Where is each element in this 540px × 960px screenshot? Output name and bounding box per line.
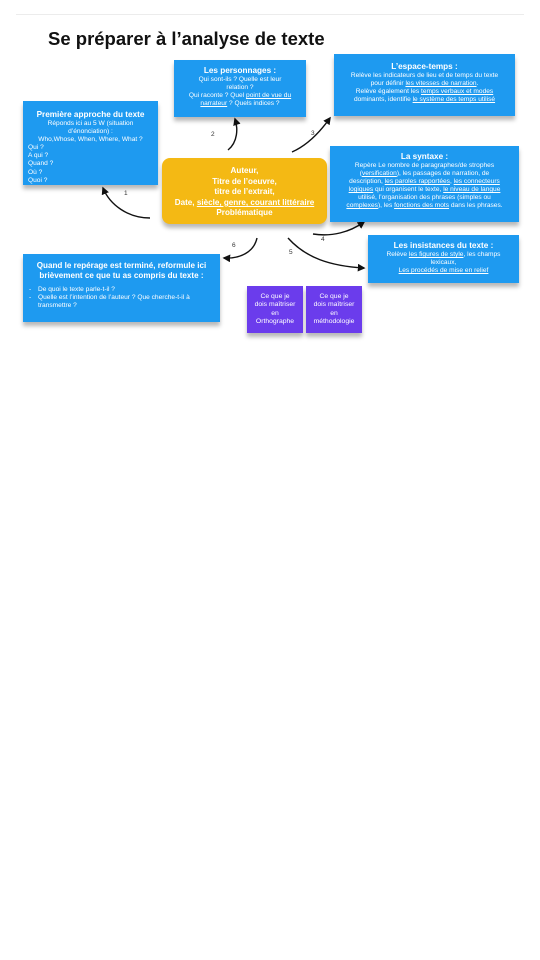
text-span: ), les: [377, 202, 395, 210]
metho-line: Ce que je: [319, 293, 349, 301]
personnages-box: [174, 60, 306, 117]
personnages-title: Les personnages :: [203, 66, 277, 75]
text-span: Relève: [386, 251, 409, 258]
ortho-line: Ce que je: [260, 293, 290, 301]
arrow-4: [313, 222, 364, 235]
approche-line: Réponds ici au 5 W (situation: [47, 120, 134, 127]
text-span: ), les passages de narration, de: [396, 170, 490, 178]
methodologie-box: [306, 286, 362, 333]
center-line: [162, 198, 327, 209]
insistances-line: lexicaux,: [430, 259, 457, 267]
page-title: Se préparer à l’analyse de texte: [48, 28, 325, 49]
text-span: Date,: [174, 197, 197, 207]
arrow-label-4: 4: [321, 236, 325, 243]
list-item: Qui ?: [28, 144, 44, 152]
personnages-line: [174, 100, 306, 108]
ortho-line: Orthographe: [255, 317, 295, 325]
arrow-2: [228, 119, 237, 150]
syntaxe-line: [330, 202, 519, 210]
personnages-line: relation ?: [226, 84, 254, 92]
syntaxe-line: utilisé, l’organisation des phrases (simples ou: [358, 194, 491, 202]
approche-list: [23, 144, 158, 184]
arrow-label-3: 3: [311, 130, 315, 137]
underlined-term: temps verbaux et modes: [421, 88, 494, 96]
syntaxe-line: [330, 178, 519, 186]
arrow-label-6: 6: [232, 242, 236, 249]
espace-temps-line: [334, 80, 515, 88]
text-span: ,: [449, 178, 454, 186]
reperage-box: [23, 254, 220, 322]
underlined-term: Les procédés de mise en relief: [398, 267, 489, 275]
text-span: pour définir: [370, 80, 406, 88]
underlined-term: logiques: [348, 186, 374, 194]
text-span: dans les phrases.: [449, 202, 503, 210]
underlined-term: narrateur: [200, 100, 228, 108]
text-span: , les champs: [463, 251, 501, 258]
arrow-label-5: 5: [289, 249, 293, 256]
underlined-term: les paroles rapportées: [384, 178, 450, 186]
underlined-term: complexes: [346, 202, 378, 210]
underlined-term: point de vue du: [246, 92, 292, 100]
list-item: Où ?: [28, 168, 43, 176]
syntaxe-line: (versification), les passages de narration, de: [359, 170, 490, 178]
orthographe-box: [247, 286, 303, 333]
list-item: A qui ?: [28, 152, 49, 160]
espace-temps-line: Relève les indicateurs de lieu et de temps du texte: [350, 72, 499, 79]
personnages-line: [174, 92, 306, 100]
arrow-label-2: 2: [211, 131, 215, 138]
ortho-line: dois maîtriser: [254, 301, 296, 309]
underlined-term: les connecteurs: [453, 178, 500, 186]
premiere-approche-box: [23, 101, 158, 185]
central-topic-box: [162, 158, 327, 224]
syntaxe-title: La syntaxe :: [400, 152, 449, 161]
center-line: Problématique: [216, 208, 273, 218]
center-line: titre de l’extrait,: [214, 187, 275, 197]
text-span: dominants, identifie: [353, 96, 413, 104]
approche-line: d’énonciation) :: [68, 128, 113, 136]
personnages-line: Qui sont-ils ? Quelle est leur: [198, 76, 282, 83]
espace-temps-box: [334, 54, 515, 116]
metho-line: dois maîtriser: [313, 301, 355, 309]
list-item: Quand ?: [28, 160, 54, 168]
approche-line: Who,Whose, When, Where, What ?: [38, 136, 143, 144]
text-span: Qui raconte ? Quel: [188, 92, 247, 100]
list-item: - Quelle est l’intention de l’auteur ? Que cherche-t-il à transmettre ?: [38, 294, 220, 310]
ortho-line: en: [271, 309, 279, 317]
arrow-label-1: 1: [124, 190, 128, 197]
underlined-term: le système des temps utilisé: [412, 96, 496, 104]
arrow-5: [288, 238, 364, 268]
metho-line: en: [330, 309, 338, 317]
text-span: .: [476, 80, 479, 88]
reperage-title: Quand le repérage est terminé, reformule ici: [36, 261, 207, 270]
arrow-6: [224, 238, 257, 258]
underlined-term: les figures de style: [408, 251, 464, 258]
syntaxe-line: Repère Le nombre de paragraphes/de strophes: [354, 162, 495, 169]
reperage-list: [23, 286, 220, 310]
insistances-box: [368, 235, 519, 283]
insistances-line: [368, 251, 519, 259]
syntaxe-box: [330, 146, 519, 222]
espace-temps-title: L’espace-temps :: [391, 62, 458, 71]
underlined-term: le niveau de langue: [443, 186, 501, 194]
text-span: ? Quels indices ?: [227, 100, 280, 108]
center-line: Titre de l’oeuvre,: [212, 176, 277, 186]
text-span: description,: [349, 178, 385, 186]
underlined-term: versification: [362, 170, 397, 178]
list-item: - De quoi le texte parle-t-il ?: [38, 286, 220, 294]
espace-temps-line: [334, 88, 515, 96]
underlined-term: siècle, genre, courant littéraire: [196, 197, 315, 207]
center-line: Auteur,: [230, 166, 259, 175]
premiere-approche-title: Première approche du texte: [36, 110, 145, 119]
reperage-title: brièvement ce que tu as compris du texte :: [39, 271, 204, 280]
text-span: qui organisent le texte,: [373, 186, 444, 194]
list-item: Quoi ?: [28, 176, 48, 184]
underlined-term: fonctions des mots: [394, 202, 450, 210]
top-divider: [16, 14, 524, 15]
text-span: Relève également les: [355, 88, 422, 96]
insistances-title: Les insistances du texte :: [393, 241, 494, 250]
syntaxe-line: [330, 186, 519, 194]
espace-temps-line: [334, 96, 515, 104]
underlined-term: les vitesses de narration: [405, 80, 477, 88]
metho-line: méthodologie: [313, 317, 355, 325]
